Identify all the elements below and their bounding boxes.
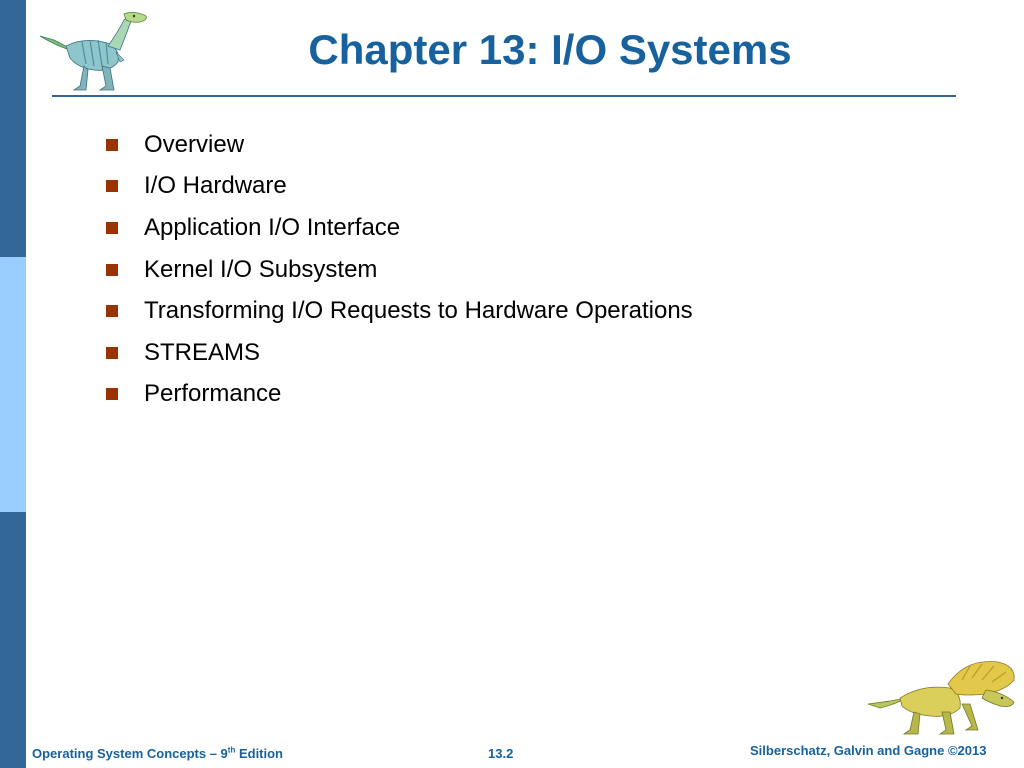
bullet-item xyxy=(106,166,693,208)
footer-book-prefix: Operating System Concepts – 9 xyxy=(32,746,228,761)
sidebar-middle-band xyxy=(0,257,26,512)
bullet-text: Overview xyxy=(144,130,245,158)
bullet-text: I/O Hardware xyxy=(144,172,287,200)
bullet-text: Transforming I/O Requests to Hardware Operations xyxy=(144,297,693,325)
slide-title: Chapter 13: I/O Systems xyxy=(308,26,792,73)
dinosaur-icon xyxy=(36,6,156,94)
square-bullet-icon xyxy=(106,180,118,192)
footer-book-title xyxy=(32,746,283,761)
sidebar-bottom-band xyxy=(0,512,26,768)
dinosaur-icon xyxy=(866,654,1018,738)
bullet-item xyxy=(106,290,693,332)
bullet-text: STREAMS xyxy=(144,338,261,366)
bullet-text: Application I/O Interface xyxy=(144,213,401,241)
sidebar-top-band xyxy=(0,0,26,257)
bullet-list xyxy=(106,124,693,415)
bullet-text: Performance xyxy=(144,380,282,408)
square-bullet-icon xyxy=(106,264,118,276)
square-bullet-icon xyxy=(106,139,118,151)
bullet-item xyxy=(106,374,693,416)
bullet-item xyxy=(106,124,693,166)
footer-book-suffix: Edition xyxy=(235,746,284,761)
footer-book-superscript: th xyxy=(227,745,236,755)
square-bullet-icon xyxy=(106,222,118,234)
bullet-text: Kernel I/O Subsystem xyxy=(144,255,378,283)
footer-page-number: 13.2 xyxy=(488,746,514,761)
title-divider xyxy=(52,95,956,97)
bullet-item xyxy=(106,207,693,249)
square-bullet-icon xyxy=(106,388,118,400)
bullet-item xyxy=(106,249,693,291)
footer-authors: Silberschatz, Galvin and Gagne ©2013 xyxy=(750,743,987,758)
square-bullet-icon xyxy=(106,305,118,317)
square-bullet-icon xyxy=(106,347,118,359)
bullet-item xyxy=(106,332,693,374)
